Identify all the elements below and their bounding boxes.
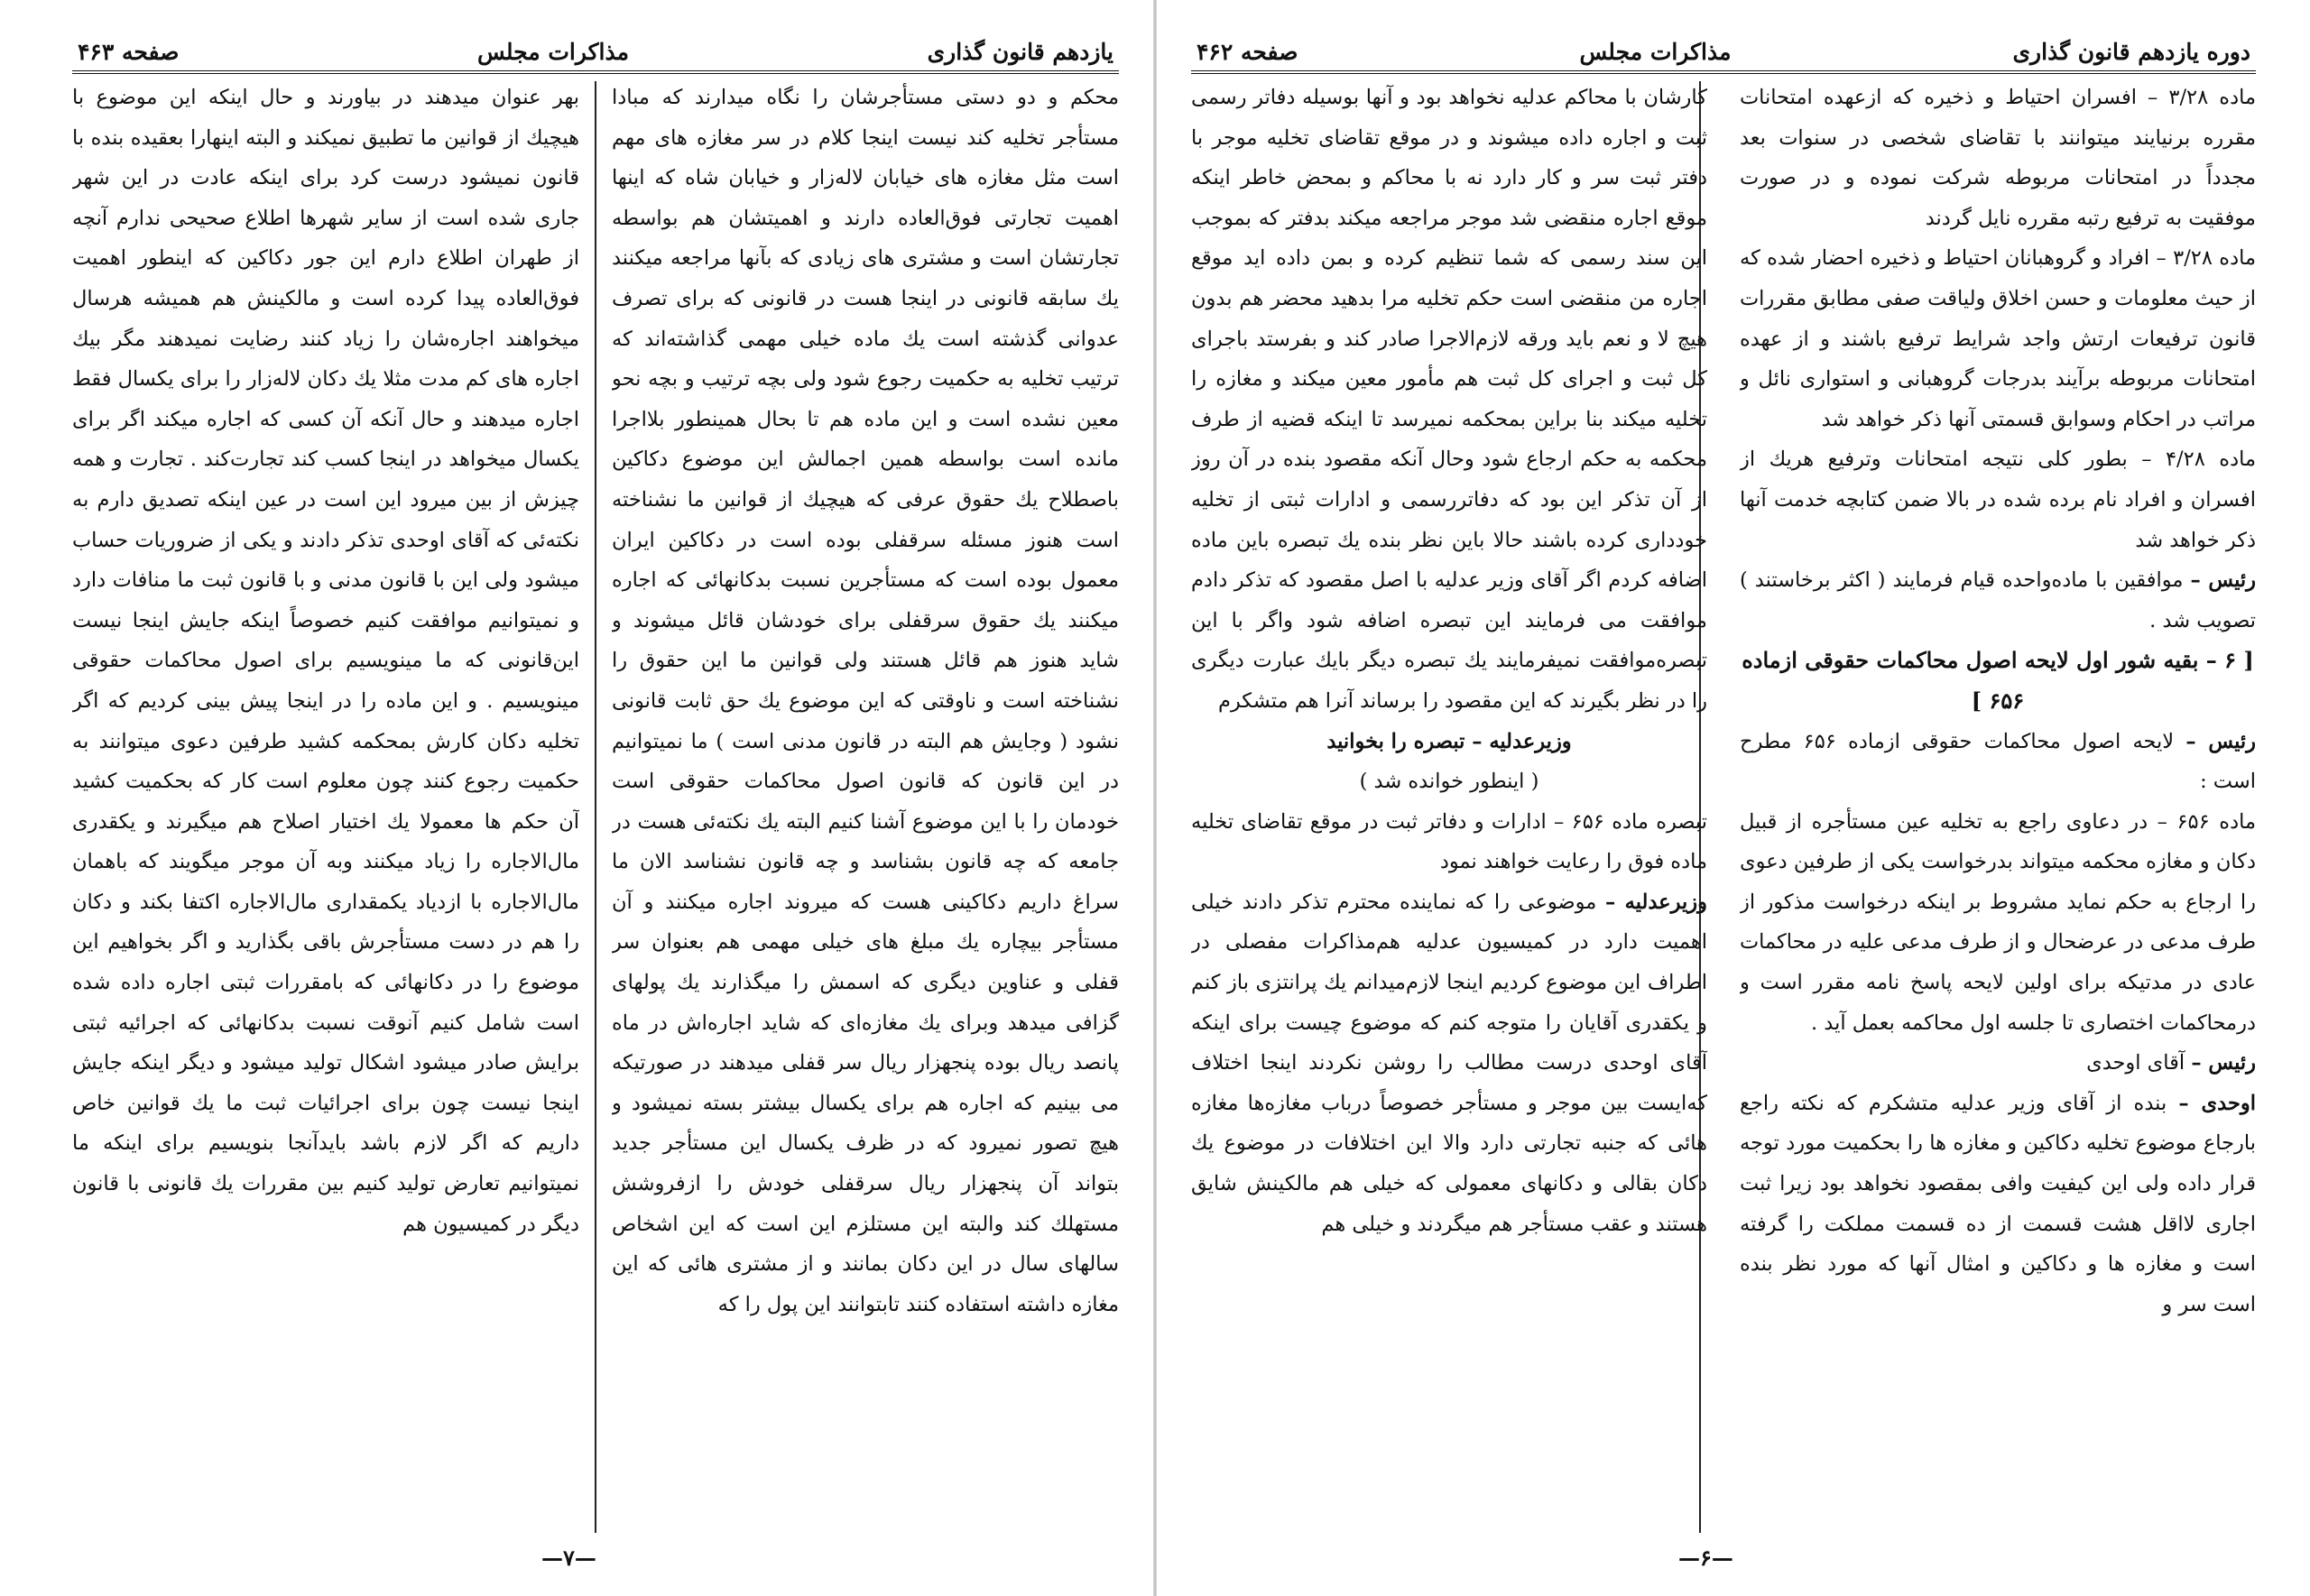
- right-page-left-column: [1191, 78, 1707, 1533]
- paragraph: ماده ۳/۲۸ – افراد و گروهبانان احتیاط و ذخیره احضار شده که از حیث معلومات و حسن اخلاق ولیاقت صفی مطابق مقررات قانون ترفیعات ارتش واجد شرایط ترفیع باشند و از عهده امتحانات مربوطه برآیند بدرجات گروهبانی و استواری نائل و مراتب در احکام وسوابق قسمتی آنها ذکر خواهد شد: [1740, 246, 2256, 431]
- left-page-right-column: [612, 78, 1119, 1533]
- speech-text: لایحه اصول محاکمات حقوقی ازماده ۶۵۶ مطرح است :: [1740, 729, 2256, 794]
- paragraph: [1740, 560, 2256, 641]
- left-page-left-column: [72, 78, 579, 1533]
- speaker-label: رئیس –: [2191, 1051, 2256, 1075]
- paragraph: ماده ۳/۲۸ – افسران احتیاط و ذخیره که ازعهده امتحانات مقرره برنیایند میتوانند با تقاضای شخصی در سنوات بعد مجدداً در امتحانات مربوطه شرکت نموده و در صورت موفقیت به ترفیع رتبه مقرره نایل گردند: [1740, 86, 2256, 230]
- left-page-footer-number: —۷—: [541, 1545, 596, 1571]
- speech-text: آقای اوحدی: [2086, 1051, 2185, 1075]
- speaker-label: وزیرعدلیه – تبصره را بخوانید: [1326, 729, 1572, 753]
- paragraph: [1191, 882, 1707, 1244]
- right-page: [1155, 0, 2310, 1596]
- right-page-right-column: [1740, 78, 2256, 1533]
- speaker-label: اوحدی –: [2178, 1091, 2256, 1115]
- speaker-label: وزیرعدلیه –: [1605, 890, 1707, 914]
- speaker-label: رئیس –: [2185, 729, 2256, 753]
- paragraph: [1740, 1043, 2256, 1084]
- speaker-label: رئیس –: [2190, 568, 2256, 593]
- paragraph: ماده ۴/۲۸ – بطور کلی نتیجه امتحانات وترفیع هریك از افسران و افراد نام برده شده در بالا ضمن کتابچه خدمت آنها ذکر خواهد شد: [1740, 447, 2256, 552]
- section-heading: [ ۶ – بقیه شور اول لایحه اصول محاکمات حقوقی ازماده ۶۵۶ ]: [1742, 647, 2254, 714]
- left-header-page-number: صفحه ۴۶۳: [78, 39, 180, 65]
- paragraph: محکم و دو دستی مستأجرشان را نگاه میدارند که مبادا مستأجر تخلیه کند نیست اینجا کلام در سر مغازه های مهم است مثل مغازه های خیابان لاله‌زار و خیابان شاه که اینها اهمیت تجارتی فوق‌العاده دارند و اهمیتشان هم بواسطه تجارتشان است و مشتری های زیادی که بآنها مراجعه میکنند یك سابقه قانونی در اینجا هست در قانونی که برای تصرف عدوانی گذشته است یك ماده خیلی مهمی گذاشته‌اند که ترتیب تخلیه به حکمیت رجوع شود ولی بچه ترتیب و بچه نحو معین نشده است و این ماده هم تا بحال همینطور بلااجرا مانده است بواسطه همین اجمالش این موضوع دکاکین باصطلاح یك حقوق عرفی که هیچیك از قوانین ما نشناخته است هنوز مسئله سرقفلی بوده است در دکاکین ایران معمول بوده است که مستأجرین نسبت بدکانهائی که اجاره میکنند یك حقوق سرقفلی برای خودشان قائل میشوند و شاید هنوز هم قائل هستند ولی قوانین ما این حقوق را نشناخته است و ناوقتی که این موضوع یك حق ثابت قانونی نشود ( وجایش هم البته در قانون مدنی است ) ما نمیتوانیم در این قانون که قانون اصول محاکمات حقوقی است خودمان را با این موضوع آشنا کنیم البته یك نکته‌ئی هست در جامعه که چه قانون بشناسد و چه قانون نشناسد الان ما سراغ داریم دکاکینی هست که میروند اجاره میکنند و آن مستأجر بیچاره یك مبلغ های خیلی مهمی هم بعنوان سر قفلی و عناوین دیگری که اسمش را میگذارند یك پولهای گزافی میدهد وبرای یك مغازه‌ای که شاید اجاره‌اش در ماه پانصد ریال بوده پنجهزار ریال سر قفلی میدهند در صورتیکه می بینیم که اجاره هم برای یکسال بیشتر بسته نمیشود و هیچ تصور نمیرود که در ظرف یکسال این مستأجر جدید بتواند آن پنجهزار ریال سرقفلی خودش را ازفروشش مستهلك کند والبته این مستلزم این است که این اشخاص سالهای سال در این دکان بمانند و از مشتری هائی که این مغازه داشته استفاده کنند تابتوانند این پول را که: [612, 86, 1119, 1316]
- paragraph: ( اینطور خوانده شد ): [1359, 770, 1539, 794]
- paragraph: ماده ۶۵۶ – در دعاوی راجع به تخلیه عین مستأجره از قبیل دکان و مغازه محکمه میتواند بدرخواست یکی از طرفین دعوی را ارجاع به حکم نماید مشروط بر اینکه درخواست مذکور از طرف مدعی در عرضحال و از طرف مدعی علیه در محاکمات عادی در مدتیکه برای اولین لایحه پاسخ نامه مقرر است و درمحاکمات اختصاری تا جلسه اول محاکمه بعمل آید .: [1740, 809, 2256, 1035]
- paragraph: کارشان با محاکم عدلیه نخواهد بود و آنها بوسیله دفاتر رسمی ثبت و اجاره داده میشوند و در موقع تقاضای تخلیه موجر با دفتر ثبت سر و کار دارد نه با محاکم و بمحض خاطر اینکه موقع اجاره منقضی شد موجر مراجعه میکند بدفتر که بموجب این سند رسمی که شما تنظیم کرده و بمن داده اید موقع اجاره من منقضی است حکم تخلیه مرا بدهید محضر هم بدون هیچ لا و نعم باید ورقه لازم‌الاجرا صادر کند و بفرستد باجرای کل ثبت و اجرای کل ثبت هم مأمور معین میکند و مغازه را تخلیه میکند بنا براین بمحکمه نمیرسد تا اینکه قضیه از طرف محکمه به حکم ارجاع شود وحال آنکه مقصود بنده در آن روز از آن تذکر این بود که دفاتررسمی و ادارات ثبتی از تخلیه خودداری کرده باشند حالا باین نظر بنده یك تبصره باین ماده اضافه کردم اگر آقای وزیر عدلیه با اصل مقصود که تذکر دادم موافقت می فرمایند این تبصره اضافه شود واگر با این تبصره‌موافقت نمیفرمایند یك تبصره دیگر بایك عبارت دیگری را در نظر بگیرند که این مقصود را برساند آنرا هم متشکرم: [1191, 86, 1707, 713]
- speech-text: موضوعی را که نماینده محترم تذکر دادند خیلی اهمیت دارد در کمیسیون عدلیه هم‌مذاکرات مفصلی در اطراف این موضوع کردیم اینجا لازم‌میدانم یك پرانتزی باز کنم و یکقدری آقایان را متوجه کنم که موضوع چیست برای اینکه آقای اوحدی درست مطالب را روشن نکردند اینجا اختلاف که‌ایست بین موجر و مستأجر خصوصاً درباب مغازه‌ها مغازه هائی که جنبه تجارتی دارد والا این اختلافات در موضوع یك دکان بقالی و دکانهای معمولی که خیلی هم مالکینش شایق هستند و عقب مستأجر هم میگردند و خیلی هم: [1191, 890, 1707, 1236]
- paragraph: تبصره ماده ۶۵۶ – ادارات و دفاتر ثبت در موقع تقاضای تخلیه ماده فوق را رعایت خواهند نمود: [1191, 809, 1707, 874]
- right-header-page-number: صفحه ۴۶۲: [1197, 39, 1298, 65]
- right-page-header: [1191, 25, 2256, 74]
- right-header-title: مذاکرات مجلس: [1579, 39, 1732, 65]
- speech-text: بنده از آقای وزیر عدلیه متشکرم که نکته راجع بارجاع موضوع تخلیه دکاکین و مغازه ها را بحکمیت مورد توجه قرار داده ولی این کیفیت وافی بمقصود نخواهد بود زیرا ثبت اجاری لااقل هشت قسمت از ده قسمت مملکت را گرفته است و مغازه ها و دکاکین و امثال آنها که مورد نظر بنده است سر و: [1740, 1091, 2256, 1316]
- right-header-session: دوره یازدهم قانون گذاری: [2012, 39, 2250, 65]
- right-page-columns: [1191, 78, 2256, 1533]
- paragraph: بهر عنوان میدهند در بیاورند و حال اینکه این موضوع با هیچیك از قوانین ما تطبیق نمیکند و البته اینهارا بعقیده بنده با قانون نمیشود درست کرد برای اینکه عادت در این شهر جاری شده است از سایر شهرها اطلاع صحیحی ندارم آنچه از طهران اطلاع دارم این جور دکاکین که اینطور اهمیت فوق‌العاده پیدا کرده است و مالکینش هم همیشه هرسال میخواهند اجاره‌شان را زیاد کنند رضایت نمیدهند مگر بیك اجاره های کم مدت مثلا یك دکان لاله‌زار را برای یکسال فقط اجاره میدهند و حال آنکه آن کسی که اجاره میکند اگر برای یکسال میخواهد در اینجا کسب کند تجارت‌کند . تجارت و همه چیزش از بین میرود این است در عین اینکه تصدیق دارم به نکته‌ئی که آقای اوحدی تذکر دادند و یکی از ضروریات حساب میشود ولی این با قانون مدنی و با قانون ثبت ما منافات دارد و نمیتوانیم موافقت کنیم خصوصاً اینکه جایش اینجا نیست این‌قانونی که ما مینویسیم برای اصول محاکمات حقوقی مینویسیم . و این ماده را در اینجا پیش بینی کردیم که اگر تخلیه دکان کارش بمحکمه کشید طرفین دعوی میتوانند به حکمیت رجوع کنند چون معلوم است کار که بحکمیت کشید آن حکم ها معمولا یك اختیار اصلاح هم میگیرند و یکقدری مال‌الاجاره را زیاد میکنند وبه آن موجر میگویند که باهمان مال‌الاجاره با ازدیاد یکمقداری مال‌الاجاره اکتفا بکند و دکان را هم در دست مستأجرش باقی بگذارید و اگر بخواهیم این موضوع را در دکانهائی که بامقررات ثبتی اجاره داده شده است شامل کنیم آنوقت نسبت بدکانهائی که اجرائیه ثبتی برایش صادر میشود اشکال تولید میشود و دیگر اینکه جایش اینجا نیست چون برای اجرائیات ثبت ما یك قوانین خاص داریم که اگر لازم باشد باید‌آنجا بنویسیم برای اینکه ما نمیتوانیم تعارض تولید کنیم بین مقررات یك قانونی با قانون دیگر در کمیسیون هم: [72, 86, 579, 1236]
- left-page-header: [72, 25, 1119, 74]
- speech-text: موافقین با ماده‌واحده قیام فرمایند ( اکثر برخاستند ) تصویب شد .: [1740, 568, 2256, 632]
- left-page-columns: [72, 78, 1119, 1533]
- right-page-footer-number: —۶—: [1678, 1545, 1733, 1571]
- left-header-session: یازدهم قانون گذاری: [927, 39, 1113, 65]
- paragraph: [1740, 722, 2256, 802]
- left-header-title: مذاکرات مجلس: [476, 39, 630, 65]
- paragraph: [1740, 1084, 2256, 1325]
